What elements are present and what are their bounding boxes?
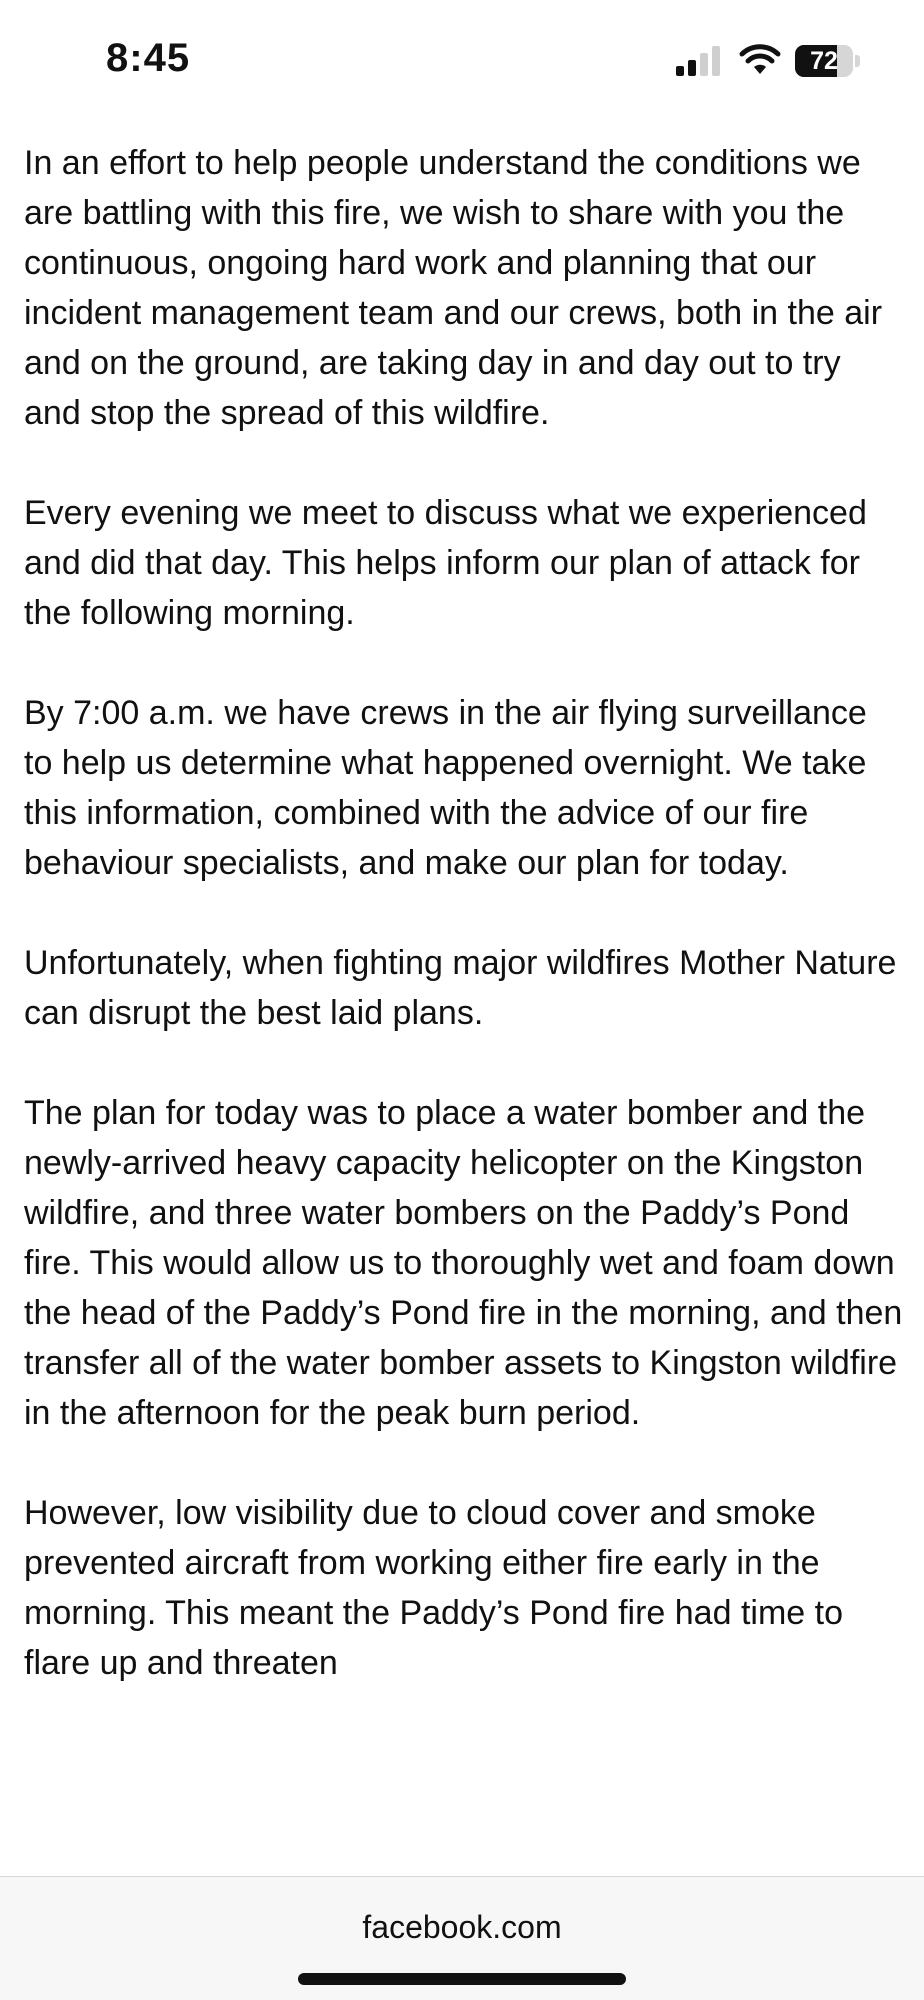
article-paragraph: Every evening we meet to discuss what we experienced and did that day. This helps inform our plan of attack for the following morning.: [24, 494, 867, 632]
wifi-icon: [739, 44, 781, 76]
url-bar[interactable]: facebook.com: [362, 1909, 562, 1945]
home-indicator[interactable]: [298, 1973, 626, 1985]
battery-level: 72: [810, 47, 838, 75]
signal-bar: [688, 60, 696, 76]
article-paragraph: In an effort to help people understand the conditions we are battling with this fire, we wish to share with you the continuous, ongoing hard work and planning that our incident management team and our crews, both in the air and on the ground, are taking day in and day out to try and stop the spread of this wildfire.: [24, 144, 883, 432]
battery-tip: [855, 55, 860, 67]
signal-bar: [712, 46, 720, 76]
status-bar: [0, 0, 924, 120]
article-paragraph: However, low visibility due to cloud cover and smoke prevented aircraft from working either fire early in the morning. This meant the Paddy’s Pond fire had time to flare up and threaten: [24, 1494, 843, 1682]
article-paragraph: By 7:00 a.m. we have crews in the air flying surveillance to help us determine what happened overnight. We take this information, combined with the advice of our fire behaviour specialists, and make our plan for today.: [24, 694, 867, 882]
battery-icon: [795, 45, 861, 77]
article-paragraph: Unfortunately, when fighting major wildfires Mother Nature can disrupt the best laid plans.: [24, 944, 897, 1032]
article-paragraph: The plan for today was to place a water bomber and the newly-arrived heavy capacity helicopter on the Kingston wildfire, and three water bombers on the Paddy’s Pond fire. This would allow us to thoroughly wet and foam down the head of the Paddy’s Pond fire in the morning, and then transfer all of the water bomber assets to Kingston wildfire in the afternoon for the peak burn period.: [24, 1094, 903, 1432]
article-body: [24, 138, 904, 1738]
signal-bar: [700, 53, 708, 76]
status-time: 8:45: [106, 36, 191, 80]
signal-bar: [676, 66, 684, 76]
battery-body: [795, 45, 853, 77]
browser-bottom-bar: [0, 1876, 924, 2000]
cellular-signal-icon: [676, 46, 722, 76]
